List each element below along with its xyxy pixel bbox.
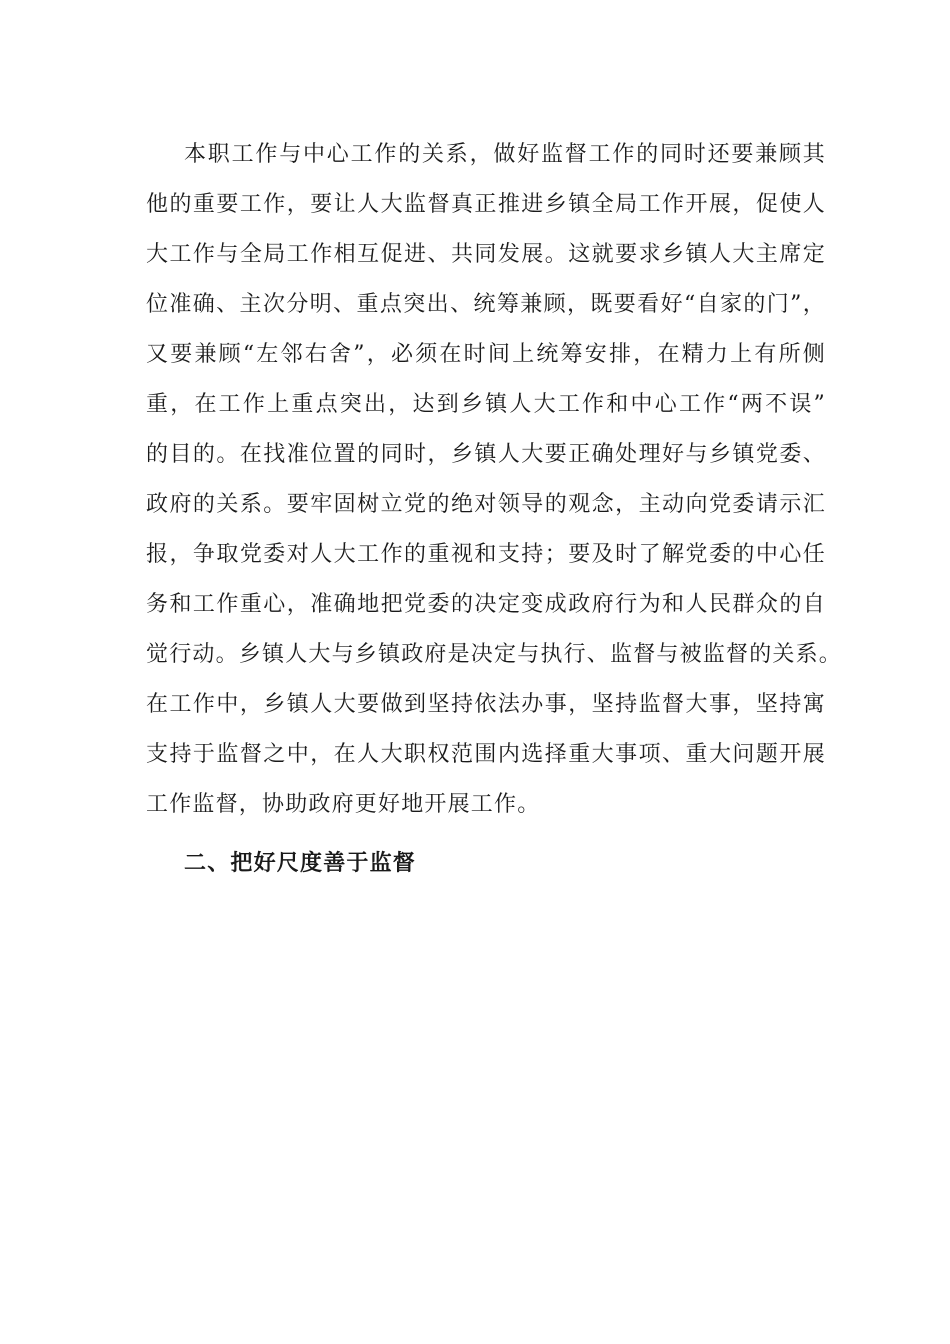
paragraph-line: 位准确、主次分明、重点突出、统筹兼顾，既要看好“自家的门”， [146, 292, 826, 317]
paragraph-line: 本职工作与中心工作的关系，做好监督工作的同时还要兼顾其 [184, 142, 826, 167]
paragraph-line: 他的重要工作，要让人大监督真正推进乡镇全局工作开展，促使人 [146, 192, 826, 217]
body-paragraph [146, 130, 843, 830]
paragraph-line: 在工作中，乡镇人大要做到坚持依法办事，坚持监督大事，坚持寓 [146, 692, 826, 717]
paragraph-line: 政府的关系。要牢固树立党的绝对领导的观念，主动向党委请示汇 [146, 492, 826, 517]
paragraph-line: 觉行动。乡镇人大与乡镇政府是决定与执行、监督与被监督的关系。 [146, 642, 843, 667]
paragraph-line: 支持于监督之中，在人大职权范围内选择重大事项、重大问题开展 [146, 742, 826, 767]
paragraph-line: 又要兼顾“左邻右舍”，必须在时间上统筹安排，在精力上有所侧 [146, 342, 826, 367]
paragraph-line: 务和工作重心，准确地把党委的决定变成政府行为和人民群众的自 [146, 592, 826, 617]
paragraph-line: 工作监督，协助政府更好地开展工作。 [146, 792, 541, 817]
paragraph-line: 大工作与全局工作相互促进、共同发展。这就要求乡镇人大主席定 [146, 242, 826, 267]
section-heading: 二、把好尺度善于监督 [184, 850, 417, 876]
paragraph-line: 报，争取党委对人大工作的重视和支持；要及时了解党委的中心任 [146, 542, 826, 567]
paragraph-line: 的目的。在找准位置的同时，乡镇人大要正确处理好与乡镇党委、 [146, 442, 826, 467]
paragraph-line: 重，在工作上重点突出，达到乡镇人大工作和中心工作“两不误” [146, 392, 826, 417]
